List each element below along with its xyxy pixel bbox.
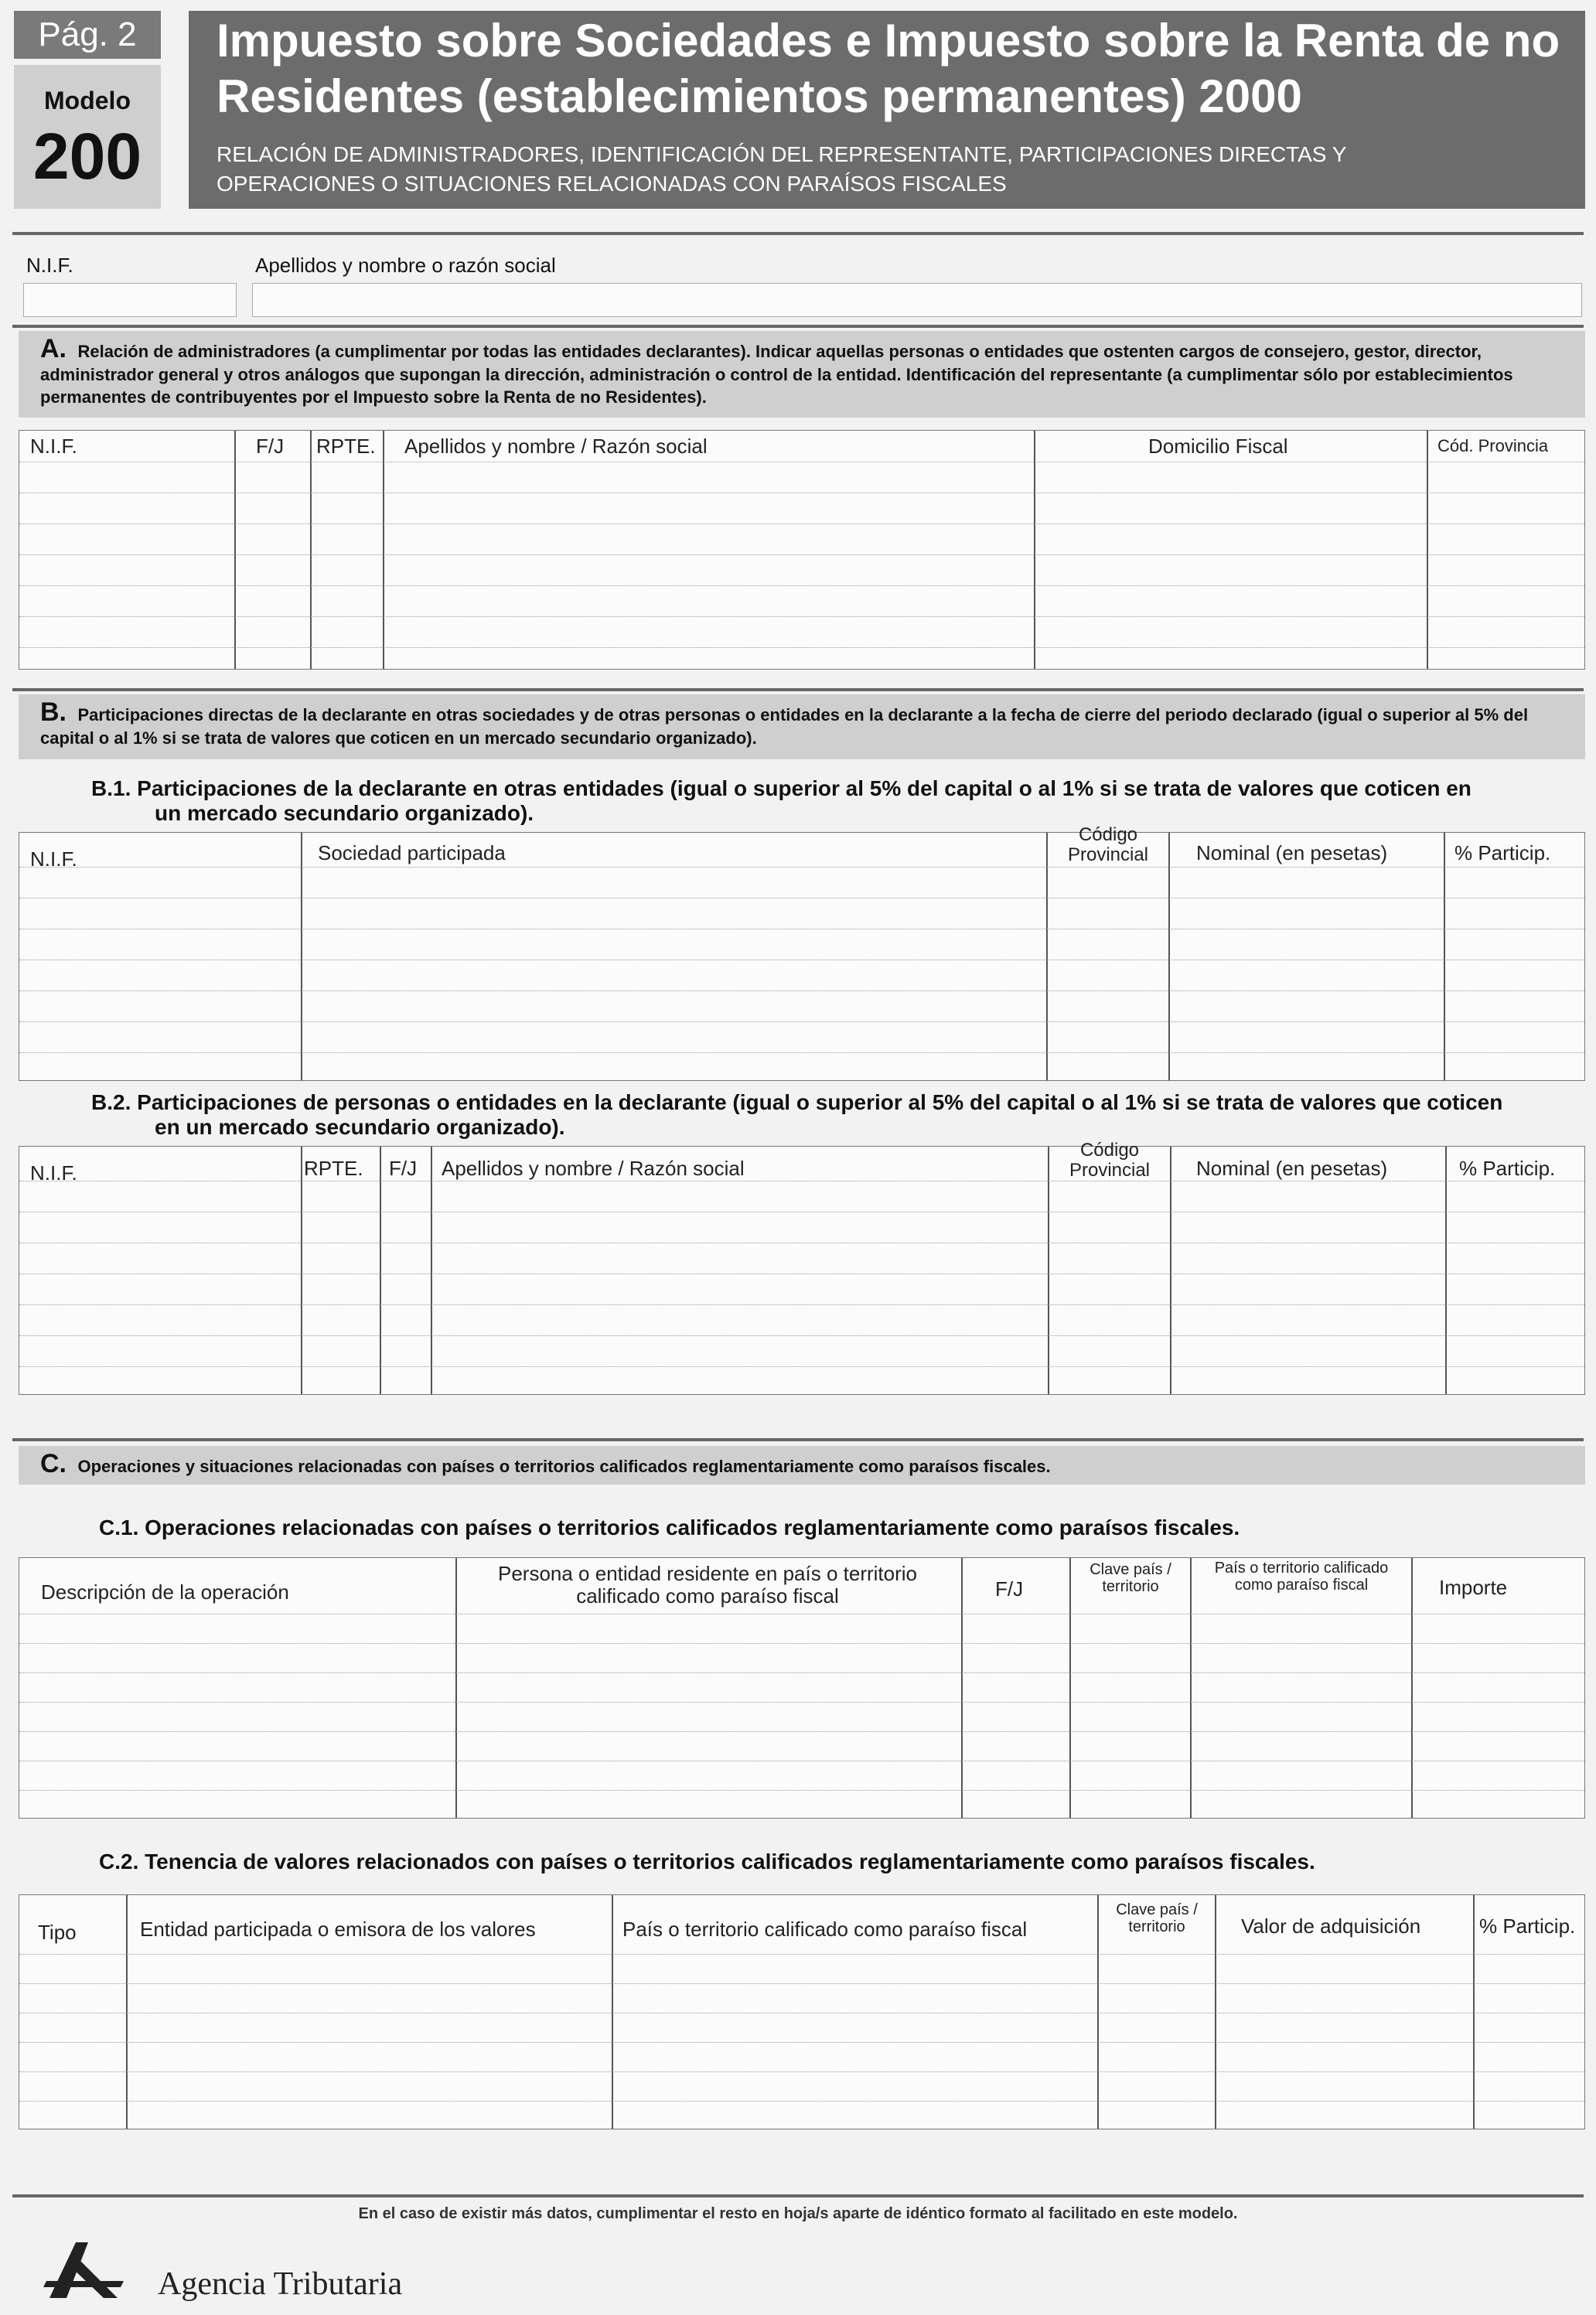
column-divider xyxy=(1473,1895,1475,2129)
section-b2-title-line-1: Participaciones de personas o entidades en la declarante (igual o superior al 5% del capital o al 1% si se trata de valores que coticen xyxy=(137,1090,1503,1114)
modelo-label: Modelo xyxy=(44,87,131,114)
section-c-text: Operaciones y situaciones relacionadas con países o territorios calificados reglamentariamente como paraísos fiscales. xyxy=(77,1457,1051,1476)
column-header: País o territorio calificado como paraíso fiscal xyxy=(622,1918,1028,1941)
section-b2-title xyxy=(91,1090,1565,1140)
column-header: Código Provincial xyxy=(1067,824,1149,866)
section-b1-table[interactable] xyxy=(19,824,1585,1081)
name-field[interactable] xyxy=(252,283,1582,317)
table-row[interactable] xyxy=(19,1304,1584,1305)
section-c2-title-text: Tenencia de valores relacionados con países o territorios calificados reglamentariamente como paraísos fiscales. xyxy=(145,1850,1315,1873)
column-header: % Particip. xyxy=(1459,1157,1556,1180)
column-divider xyxy=(1445,1147,1447,1394)
divider xyxy=(12,232,1584,235)
page-number-badge: Pág. 2 xyxy=(14,11,161,59)
agencia-tributaria-logo-icon xyxy=(43,2235,128,2304)
modelo-box xyxy=(14,65,161,209)
nif-field[interactable] xyxy=(23,283,237,317)
column-header: Entidad participada o emisora de los valores xyxy=(140,1918,536,1941)
section-c1-title-text: Operaciones relacionadas con países o territorios calificados reglamentariamente como paraísos fiscales. xyxy=(145,1515,1240,1539)
column-header: N.I.F. xyxy=(30,1161,77,1185)
page-subtitle-line-2: OPERACIONES O SITUACIONES RELACIONADAS CON PARAÍSOS FISCALES xyxy=(217,172,1007,196)
section-c1-table[interactable] xyxy=(19,1557,1585,1819)
table-row[interactable] xyxy=(19,1731,1584,1732)
section-c2-table[interactable] xyxy=(19,1894,1585,2129)
table-row[interactable] xyxy=(19,523,1584,524)
column-header: Valor de adquisición xyxy=(1241,1914,1421,1938)
column-header: Nominal (en pesetas) xyxy=(1196,841,1388,864)
column-header: N.I.F. xyxy=(30,847,77,871)
table-row[interactable] xyxy=(19,1702,1584,1703)
page-title-line-2: Residentes (establecimientos permanentes) 2000 xyxy=(217,70,1302,122)
section-b1-title-line-1: Participaciones de la declarante en otras entidades (igual o superior al 5% del capital o al 1% si se trata de valores que coticen en xyxy=(137,776,1472,800)
agency-name: Agencia Tributaria xyxy=(158,2266,403,2302)
divider xyxy=(12,688,1584,691)
page-title-line-1: Impuesto sobre Sociedades e Impuesto sobre la Renta de no xyxy=(217,15,1560,66)
column-divider xyxy=(310,431,312,669)
section-c2-number: C.2. xyxy=(99,1850,139,1873)
table-row[interactable] xyxy=(19,616,1584,617)
column-header: Persona o entidad residente en país o territorio calificado como paraíso fiscal xyxy=(497,1562,917,1608)
section-c1-title xyxy=(99,1515,1240,1540)
column-divider xyxy=(1190,1558,1192,1818)
section-a-text: Relación de administradores (a cumplimentar por todas las entidades declarantes). Indicar aquellas personas o entidades que ostenten cargos de consejero, gestor, director, administrador general y otros análogos que supongan la dirección, administración o control de la entidad. Identificación del representante (a cumplimentar sólo por establecimientos permanentes de contribuyentes por el Impuesto sobre la Renta de no Residentes). xyxy=(40,342,1513,407)
table-row[interactable] xyxy=(19,647,1584,648)
table-row[interactable] xyxy=(19,554,1584,555)
section-b1-title-line-2: un mercado secundario organizado). xyxy=(155,801,534,826)
column-divider xyxy=(126,1895,128,2129)
section-b1-title xyxy=(91,776,1565,826)
column-header: RPTE. xyxy=(304,1157,363,1180)
column-divider xyxy=(612,1895,613,2129)
column-divider xyxy=(234,431,236,669)
column-header: F/J xyxy=(256,435,285,458)
column-header: % Particip. xyxy=(1479,1914,1576,1938)
section-a-table[interactable] xyxy=(19,430,1585,670)
column-divider xyxy=(1444,833,1445,1080)
column-header: F/J xyxy=(995,1577,1024,1601)
column-divider xyxy=(1427,431,1428,669)
section-b-letter: B. xyxy=(40,697,66,727)
column-divider xyxy=(1168,833,1170,1080)
table-row[interactable] xyxy=(19,867,1584,868)
name-label: Apellidos y nombre o razón social xyxy=(255,254,556,277)
column-divider xyxy=(301,1147,302,1394)
table-row[interactable] xyxy=(19,1366,1584,1367)
column-divider xyxy=(1046,833,1048,1080)
nif-label: N.I.F. xyxy=(26,254,73,277)
table-row[interactable] xyxy=(19,1335,1584,1336)
table-row[interactable] xyxy=(19,1052,1584,1053)
table-row[interactable] xyxy=(19,2042,1584,2043)
table-row[interactable] xyxy=(19,585,1584,586)
column-divider xyxy=(455,1558,457,1818)
column-divider xyxy=(1215,1895,1216,2129)
table-row[interactable] xyxy=(19,1021,1584,1022)
section-c-letter: C. xyxy=(40,1449,66,1478)
column-divider xyxy=(1048,1147,1049,1394)
column-divider xyxy=(961,1558,963,1818)
table-row[interactable] xyxy=(19,990,1584,991)
column-header: Descripción de la operación xyxy=(41,1580,289,1604)
section-c2-title xyxy=(99,1850,1315,1874)
column-divider xyxy=(1034,431,1035,669)
table-row[interactable] xyxy=(19,2101,1584,2102)
section-a-letter: A. xyxy=(40,334,66,363)
column-header: Apellidos y nombre / Razón social xyxy=(404,435,708,458)
divider xyxy=(12,325,1584,328)
column-divider xyxy=(1069,1558,1071,1818)
page-subtitle-line-1: RELACIÓN DE ADMINISTRADORES, IDENTIFICACIÓN DEL REPRESENTANTE, PARTICIPACIONES DIRECTAS Y xyxy=(217,142,1347,166)
table-row[interactable] xyxy=(19,1954,1584,1955)
column-divider xyxy=(383,431,384,669)
divider xyxy=(12,1438,1584,1441)
section-c-title xyxy=(40,1449,1581,1479)
column-header: País o territorio calificado como paraíso fiscal xyxy=(1214,1560,1389,1594)
footer-note: En el caso de existir más datos, cumplimentar el resto en hoja/s aparte de idéntico formato al facilitado en este modelo. xyxy=(358,2205,1238,2222)
table-row[interactable] xyxy=(19,1273,1584,1274)
column-header: Clave país / territorio xyxy=(1116,1901,1198,1935)
column-header: N.I.F. xyxy=(30,435,77,458)
table-row[interactable] xyxy=(19,1672,1584,1673)
section-b2-table[interactable] xyxy=(19,1140,1585,1395)
column-divider xyxy=(431,1147,432,1394)
section-a-title xyxy=(40,334,1581,408)
section-b2-number: B.2. xyxy=(91,1090,131,1114)
column-header: Domicilio Fiscal xyxy=(1148,435,1288,458)
modelo-number: 200 xyxy=(32,120,142,193)
column-divider xyxy=(1411,1558,1413,1818)
column-header: Tipo xyxy=(38,1921,77,1944)
column-divider xyxy=(301,833,302,1080)
column-header: Nominal (en pesetas) xyxy=(1196,1157,1388,1180)
column-header: F/J xyxy=(389,1157,418,1180)
column-divider xyxy=(1170,1147,1171,1394)
column-header: Sociedad participada xyxy=(318,841,506,864)
section-b1-number: B.1. xyxy=(91,776,131,800)
section-b2-title-line-2: en un mercado secundario organizado). xyxy=(155,1115,565,1140)
table-row[interactable] xyxy=(19,1643,1584,1644)
section-c1-number: C.1. xyxy=(99,1515,139,1539)
table-row[interactable] xyxy=(19,1790,1584,1791)
column-header: Código Provincial xyxy=(1069,1140,1151,1181)
column-divider xyxy=(1097,1895,1099,2129)
section-b-title xyxy=(40,697,1581,750)
title-banner xyxy=(189,11,1585,209)
column-header: % Particip. xyxy=(1454,841,1551,864)
column-header: Cód. Provincia xyxy=(1437,436,1549,455)
column-divider xyxy=(380,1147,381,1394)
column-header: Apellidos y nombre / Razón social xyxy=(442,1157,745,1180)
table-row[interactable] xyxy=(19,2071,1584,2072)
column-header: Clave país / territorio xyxy=(1090,1561,1171,1595)
divider xyxy=(12,2194,1584,2197)
table-row[interactable] xyxy=(19,1983,1584,1984)
column-header: RPTE. xyxy=(316,435,376,458)
section-b-text: Participaciones directas de la declarante en otras sociedades y de otras personas o entidades en la declarante a la fecha de cierre del periodo declarado (igual o superior al 5% del capital o al 1% si se trata de valores que coticen en un mercado secundario organizado). xyxy=(40,705,1529,748)
column-header: Importe xyxy=(1439,1576,1508,1599)
